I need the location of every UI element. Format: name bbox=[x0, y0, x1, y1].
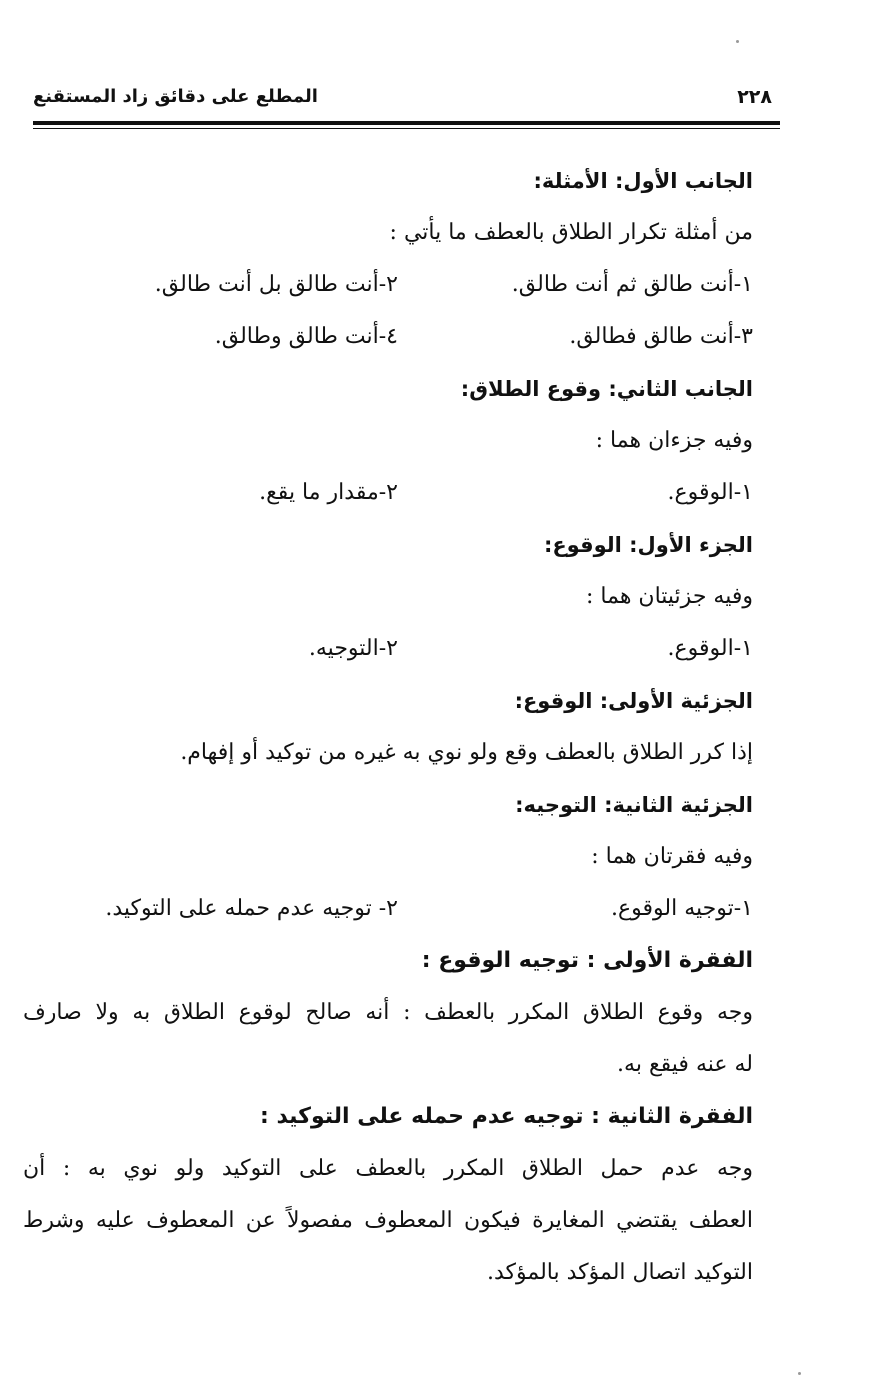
example-row bbox=[23, 259, 753, 311]
paragraph-line: وجه وقوع الطلاق المكرر بالعطف : أنه صالح لوقوع الطلاق به ولا صارف bbox=[23, 1000, 753, 1025]
paragraph: وفيه جزئيتان هما : bbox=[586, 584, 753, 609]
subsection-heading: الجزئية الأولى: الوقوع: bbox=[514, 689, 753, 713]
example-item: ١-أنت طالق ثم أنت طالق. bbox=[511, 272, 753, 297]
subsection-heading: الجزئية الثانية: التوجيه: bbox=[515, 793, 753, 817]
list-item: ٢- توجيه عدم حمله على التوكيد. bbox=[105, 896, 398, 921]
header-rule-thick bbox=[33, 121, 780, 125]
paragraph-line: وجه عدم حمل الطلاق المكرر بالعطف على التوكيد ولو نوي به : أن bbox=[23, 1156, 753, 1181]
header-rule-thin bbox=[33, 128, 780, 129]
subsection-heading: الجزء الأول: الوقوع: bbox=[543, 533, 753, 557]
list-item: ٢-مقدار ما يقع. bbox=[259, 480, 398, 505]
list-row bbox=[23, 883, 753, 935]
example-item: ٢-أنت طالق بل أنت طالق. bbox=[154, 272, 398, 297]
example-item: ٤-أنت طالق وطالق. bbox=[214, 324, 398, 349]
book-title: المطلع على دقائق زاد المستقنع bbox=[33, 86, 318, 107]
paragraph: وفيه جزءان هما : bbox=[595, 428, 753, 453]
list-item: ١-الوقوع. bbox=[667, 636, 753, 661]
list-item: ٢-التوجيه. bbox=[308, 636, 398, 661]
section-heading-examples: الجانب الأول: الأمثلة: bbox=[533, 169, 753, 193]
list-item: ١-توجيه الوقوع. bbox=[611, 896, 753, 921]
paragraph-heading: الفقرة الثانية : توجيه عدم حمله على التوكيد : bbox=[260, 1104, 753, 1129]
paragraph-line: العطف يقتضي المغايرة فيكون المعطوف مفصولاً عن المعطوف عليه وشرط bbox=[23, 1208, 753, 1233]
list-row bbox=[23, 623, 753, 675]
paragraph: من أمثلة تكرار الطلاق بالعطف ما يأتي : bbox=[389, 220, 753, 245]
paragraph: إذا كرر الطلاق بالعطف وقع ولو نوي به غيره من توكيد أو إفهام. bbox=[180, 740, 753, 765]
paragraph-line: التوكيد اتصال المؤكد بالمؤكد. bbox=[486, 1260, 753, 1285]
page-body bbox=[23, 155, 753, 1299]
paragraph-heading: الفقرة الأولى : توجيه الوقوع : bbox=[421, 948, 753, 973]
page-header bbox=[33, 86, 778, 116]
example-item: ٣-أنت طالق فطالق. bbox=[569, 324, 753, 349]
list-item: ١-الوقوع. bbox=[667, 480, 753, 505]
example-row bbox=[23, 311, 753, 363]
scan-speck bbox=[798, 1372, 801, 1375]
paragraph: وفيه فقرتان هما : bbox=[591, 844, 753, 869]
scan-speck bbox=[736, 40, 739, 43]
list-row bbox=[23, 467, 753, 519]
paragraph-line: له عنه فيقع به. bbox=[617, 1052, 753, 1077]
page-number: ٢٢٨ bbox=[737, 86, 772, 108]
section-heading-occurrence: الجانب الثاني: وقوع الطلاق: bbox=[460, 377, 753, 401]
